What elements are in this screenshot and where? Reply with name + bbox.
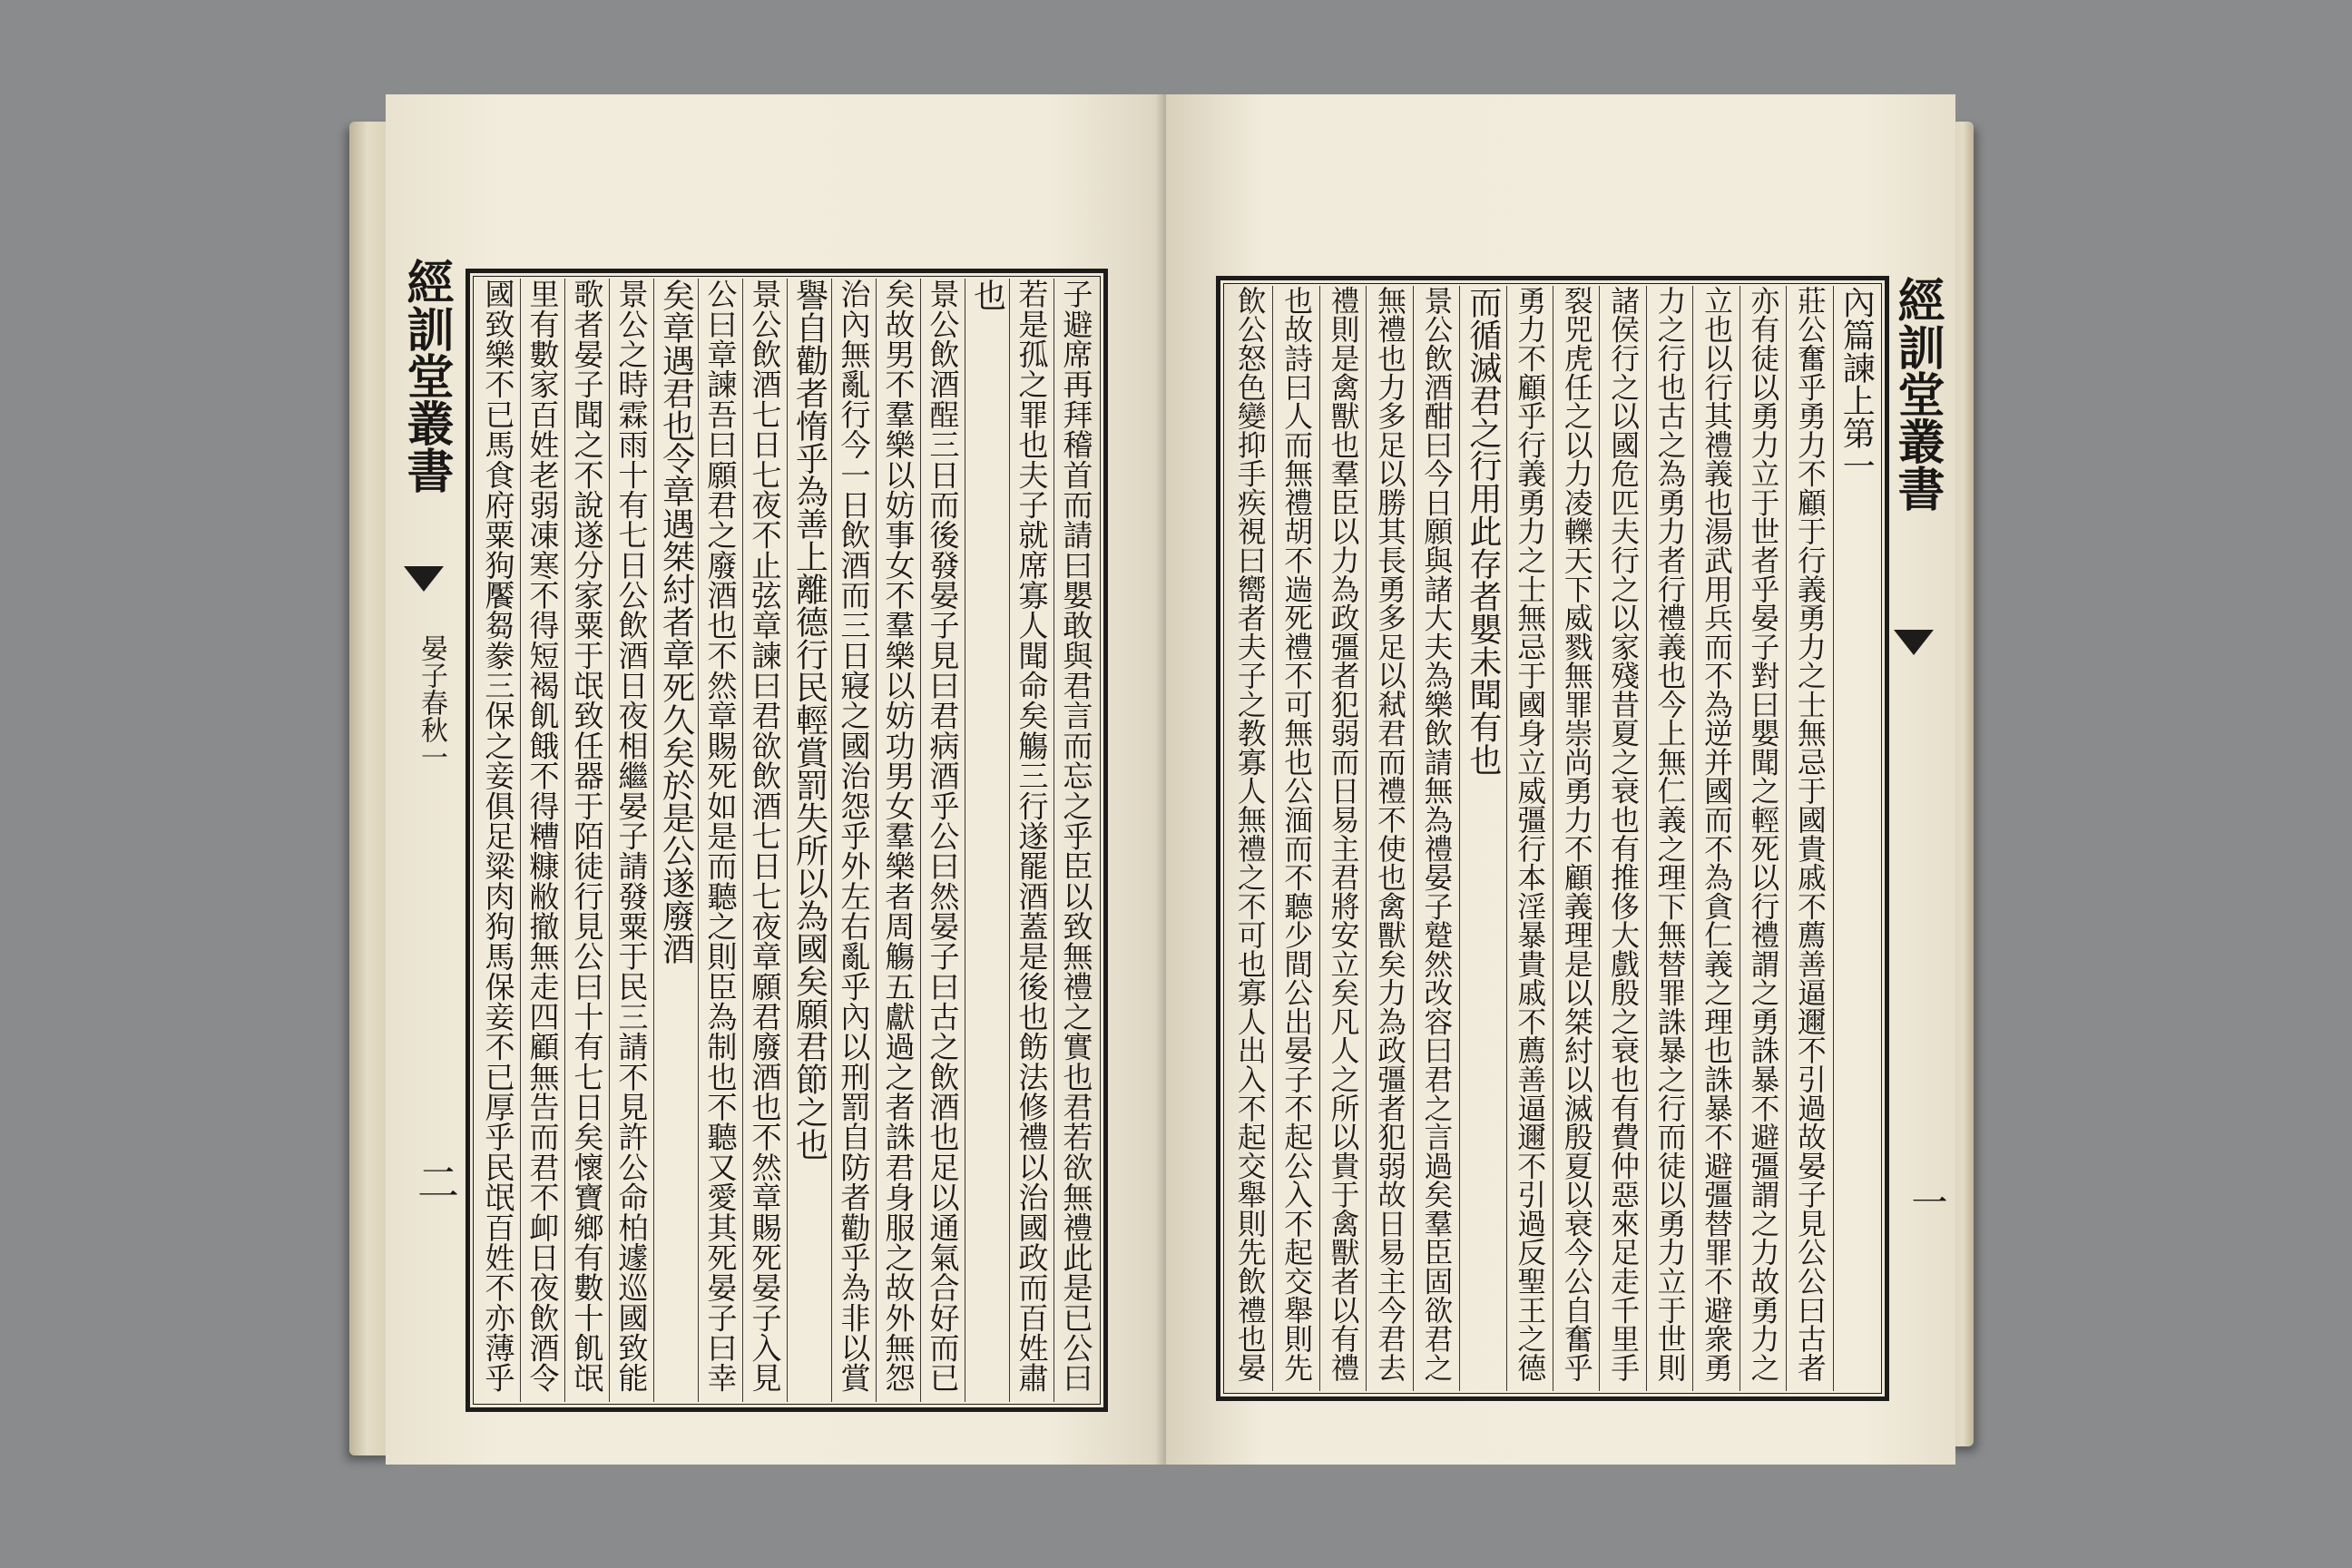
column-rule <box>1366 286 1367 1391</box>
column-rule <box>1599 286 1600 1391</box>
text-column: 禮則是禽獸也羣臣以力為政彊者犯弱而日易主君將安立矣凡人之所以貴于禽獸者以有禮 <box>1326 286 1359 1382</box>
column-rule <box>1413 286 1414 1391</box>
column-rule <box>653 279 654 1402</box>
text-column: 也 <box>968 279 1006 311</box>
column-rule <box>698 279 699 1402</box>
text-column: 矣故男不羣樂以妨事女不羣樂以妨功男女羣樂者周觴五獻過之者誅君身服之故外無怨 <box>880 279 916 1393</box>
open-book <box>349 94 1974 1483</box>
text-column: 里有數家百姓老弱凍寒不得短褐飢餓不得糟糠敝撤無走四顧無告而君不卹日夜飲酒令 <box>524 279 561 1393</box>
text-column: 矣章遇君也令章遇桀紂者章死久矣於是公遂廢酒 <box>657 279 695 965</box>
text-column: 景公飲酒七日七夜不止弦章諫曰君欲飲酒七日七夜章願君廢酒也不然章賜死晏子入見 <box>747 279 783 1393</box>
column-rule <box>742 279 743 1402</box>
column-rule <box>1009 279 1010 1402</box>
column-rule <box>1319 286 1320 1391</box>
text-column: 亦有徒以勇力立于世者乎晏子對曰嬰聞之輕死以行禮謂之勇誅暴不避彊謂之力故勇力之 <box>1746 286 1779 1382</box>
text-column: 裂兕虎任之以力凌轢天下威戮無罪崇尚勇力不顧義理是以桀紂以滅殷夏以衰今公自奮乎 <box>1559 286 1592 1382</box>
text-column: 景公飲酒酣曰今日願與諸大夫為樂飲請無為禮晏子蹵然改容曰君之言過矣羣臣固欲君之 <box>1419 286 1453 1382</box>
column-rule <box>564 279 565 1402</box>
text-column: 飲公怒色變抑手疾視曰嚮者夫子之教寡人無禮之不可也寡人出入不起交舉則先飲禮也晏 <box>1232 286 1266 1382</box>
text-column: 譽自勸者惰乎為善上離德行民輕賞罰失所以為國矣願君節之也 <box>790 279 828 1161</box>
text-column: 景公飲酒酲三日而後發晏子見曰君病酒乎公曰然晏子曰古之飲酒也足以通氣合好而已 <box>925 279 961 1393</box>
text-column: 歌者晏子聞之不說遂分家粟于氓致任器于陌徒行見公曰十有七日矣懷寶鄉有數十飢氓 <box>569 279 605 1393</box>
fish-tail-mark <box>1894 630 1934 655</box>
text-column: 也故詩曰人而無禮胡不遄死禮不可無也公湎而不聽少間公出晏子不起公入不起交舉則先 <box>1279 286 1313 1382</box>
text-column: 勇力不顧乎行義勇力之士無忌于國身立威彊行本淫暴貴戚不薦善逼邇不引過反聖王之德 <box>1513 286 1546 1382</box>
column-rule <box>1646 286 1647 1391</box>
left-page <box>386 94 1166 1465</box>
column-rule <box>609 279 610 1402</box>
column-rule <box>876 279 877 1402</box>
right-margin-title: 經訓堂叢書 <box>1889 276 1945 512</box>
text-column: 公曰章諫吾曰願君之廢酒也不然章賜死如是而聽之則臣為制也不聽又愛其死晏子曰幸 <box>702 279 739 1393</box>
text-column: 景公之時霖雨十有七日公飲酒日夜相繼晏子請發粟于民三請不見許公命柏遽巡國致能 <box>613 279 650 1393</box>
right-text-frame <box>1216 276 1889 1401</box>
text-column: 內篇諫上第一 <box>1838 286 1876 482</box>
left-text-frame <box>466 269 1108 1412</box>
column-rule <box>787 279 788 1402</box>
text-column: 治內無亂行今一日飲酒而三日寢之國治怨乎外左右亂乎內以刑罰自防者勸乎為非以賞 <box>836 279 872 1393</box>
right-text-columns <box>1226 286 1879 1391</box>
left-page-number: 二 <box>411 1161 460 1202</box>
column-rule <box>1692 286 1693 1391</box>
column-rule <box>1459 286 1460 1391</box>
text-column: 莊公奮乎勇力不顧于行義勇力之士無忌于國貴戚不薦善逼邇不引過故晏子見公公曰古者 <box>1792 286 1826 1382</box>
text-column: 諸侯行之以國危匹夫行之以家殘昔夏之衰也有推侈大戲殷之衰也有費仲惡來足走千里手 <box>1606 286 1640 1382</box>
left-text-columns <box>475 279 1098 1402</box>
column-rule <box>1833 286 1834 1391</box>
right-page <box>1166 94 1955 1465</box>
left-margin-subtitle: 晏子春秋一 <box>416 634 447 770</box>
column-rule <box>1272 286 1273 1391</box>
column-rule <box>520 279 521 1402</box>
text-column: 而循滅君之行用此存者嬰未聞有也 <box>1464 286 1502 776</box>
column-rule <box>920 279 921 1402</box>
left-margin-title: 經訓堂叢書 <box>398 258 454 494</box>
text-column: 國致樂不已馬食府粟狗饜芻豢三保之妾俱足粱肉狗馬保妾不已厚乎民氓百姓不亦薄乎 <box>480 279 516 1393</box>
text-column: 力之行也古之為勇力者行禮義也今上無仁義之理下無替罪誅暴之行而徒以勇力立于世則 <box>1652 286 1686 1382</box>
text-column: 若是孤之罪也夫子就席寡人聞命矣觴三行遂罷酒蓋是後也飭法修禮以治國政而百姓肅 <box>1014 279 1050 1393</box>
column-rule <box>1786 286 1787 1391</box>
text-column: 立也以行其禮義也湯武用兵而不為逆并國而不為貪仁義之理也誅暴不避彊替罪不避衆勇 <box>1700 286 1732 1382</box>
fish-tail-mark <box>404 566 444 592</box>
column-rule <box>1506 286 1507 1391</box>
text-column: 無禮也力多足以勝其長勇多足以弒君而禮不使也禽獸矣力為政彊者犯弱故日易主今君去 <box>1373 286 1406 1382</box>
text-column: 子避席再拜稽首而請曰嬰敢與君言而忘之乎臣以致無禮之實也君若欲無禮此是已公曰 <box>1058 279 1094 1393</box>
column-rule <box>831 279 832 1402</box>
right-page-number: 一 <box>1906 1183 1947 1220</box>
